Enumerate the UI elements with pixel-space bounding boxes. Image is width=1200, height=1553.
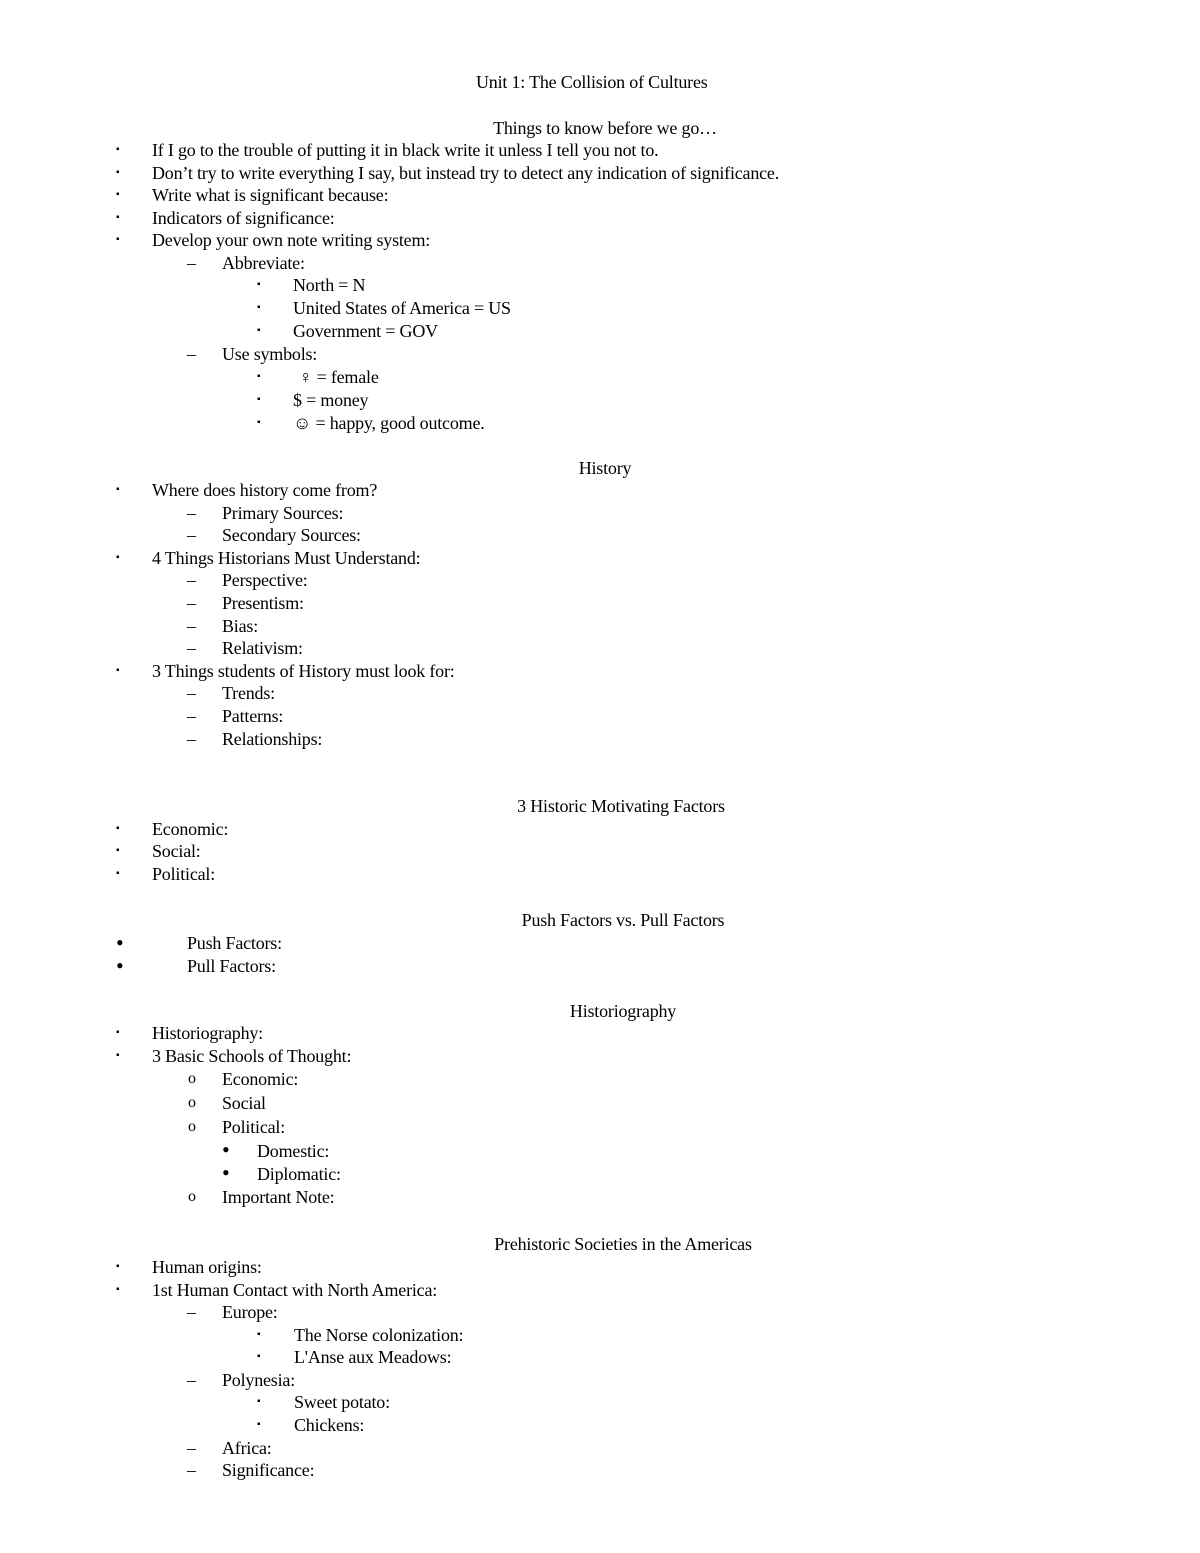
bullet-marker: ▪ bbox=[116, 167, 120, 178]
bullet-marker: ▪ bbox=[116, 144, 120, 155]
list-item: 3 Things students of History must look for: bbox=[152, 661, 455, 681]
dash-marker: – bbox=[187, 638, 196, 658]
sub-item: Europe: bbox=[222, 1302, 278, 1322]
sub-item: Relationships: bbox=[222, 729, 323, 749]
dash-marker: – bbox=[187, 706, 196, 726]
sub-item: Economic: bbox=[222, 1069, 299, 1089]
list-item: 4 Things Historians Must Understand: bbox=[152, 548, 421, 568]
dash-marker: – bbox=[187, 570, 196, 590]
bullet-marker: ▪ bbox=[116, 552, 120, 563]
list-item: Political: bbox=[152, 864, 215, 884]
sub-sub-item: $ = money bbox=[293, 390, 369, 410]
list-item: Write what is significant because: bbox=[152, 185, 389, 205]
bullet-marker: ▪ bbox=[116, 823, 120, 834]
sub-sub-item: United States of America = US bbox=[293, 298, 511, 318]
list-item: If I go to the trouble of putting it in black write it unless I tell you not to. bbox=[152, 140, 659, 160]
sub-item: Perspective: bbox=[222, 570, 308, 590]
list-item: Economic: bbox=[152, 819, 229, 839]
sub-sub-item: ♀ = female bbox=[299, 367, 379, 387]
sub-sub-item: ☺ = happy, good outcome. bbox=[293, 413, 485, 433]
bullet-marker: ▪ bbox=[116, 665, 120, 676]
sub-item: Primary Sources: bbox=[222, 503, 344, 523]
bullet-marker: ▪ bbox=[116, 189, 120, 200]
list-item: Historiography: bbox=[152, 1023, 263, 1043]
bullet-marker: ▪ bbox=[257, 1396, 261, 1407]
sub-item: Patterns: bbox=[222, 706, 284, 726]
circle-marker: o bbox=[188, 1094, 196, 1111]
list-item: Human origins: bbox=[152, 1257, 262, 1277]
sub-sub-item: L'Anse aux Meadows: bbox=[294, 1347, 452, 1367]
section-heading-historiography: Historiography bbox=[569, 1001, 677, 1021]
dash-marker: – bbox=[187, 1460, 196, 1480]
bullet-marker: ▪ bbox=[257, 394, 261, 405]
list-item: 3 Basic Schools of Thought: bbox=[152, 1046, 352, 1066]
list-item: Don’t try to write everything I say, but instead try to detect any indication of significance. bbox=[152, 163, 780, 183]
bullet-marker: • bbox=[116, 930, 124, 955]
sub-item: Trends: bbox=[222, 683, 275, 703]
sub-item: Important Note: bbox=[222, 1187, 335, 1207]
list-item: Develop your own note writing system: bbox=[152, 230, 431, 250]
sub-item: Social bbox=[222, 1093, 266, 1113]
dash-marker: – bbox=[187, 253, 196, 273]
bullet-marker: ▪ bbox=[257, 302, 261, 313]
dash-marker: – bbox=[187, 616, 196, 636]
sub-item: Political: bbox=[222, 1117, 285, 1137]
bullet-marker: ▪ bbox=[257, 1329, 261, 1340]
dash-marker: – bbox=[187, 344, 196, 364]
bullet-marker: ▪ bbox=[257, 279, 261, 290]
circle-marker: o bbox=[188, 1070, 196, 1087]
list-item: Social: bbox=[152, 841, 201, 861]
section-heading-history: History bbox=[578, 458, 632, 478]
bullet-marker: ▪ bbox=[257, 1419, 261, 1430]
bullet-marker: ▪ bbox=[257, 371, 261, 382]
bullet-marker: • bbox=[116, 953, 124, 978]
dash-marker: – bbox=[187, 683, 196, 703]
sub-item: Secondary Sources: bbox=[222, 525, 361, 545]
bullet-marker: ▪ bbox=[116, 1261, 120, 1272]
dash-marker: – bbox=[187, 1438, 196, 1458]
dash-marker: – bbox=[187, 593, 196, 613]
list-item: Where does history come from? bbox=[152, 480, 378, 500]
section-heading-motivating: 3 Historic Motivating Factors bbox=[517, 796, 725, 816]
sub-item: Significance: bbox=[222, 1460, 315, 1480]
sub-sub-item: The Norse colonization: bbox=[294, 1325, 464, 1345]
sub-item: Use symbols: bbox=[222, 344, 318, 364]
sub-item: Africa: bbox=[222, 1438, 272, 1458]
dash-marker: – bbox=[187, 525, 196, 545]
dash-marker: – bbox=[187, 1370, 196, 1390]
sub-item: Bias: bbox=[222, 616, 259, 636]
sub-sub-item: Government = GOV bbox=[293, 321, 438, 341]
sub-item: Presentism: bbox=[222, 593, 304, 613]
dash-marker: – bbox=[187, 503, 196, 523]
bullet-marker: ▪ bbox=[116, 212, 120, 223]
bullet-marker: ▪ bbox=[116, 845, 120, 856]
bullet-marker: ▪ bbox=[116, 234, 120, 245]
bullet-marker: ▪ bbox=[116, 484, 120, 495]
bullet-marker: • bbox=[222, 1137, 230, 1162]
bullet-marker: ▪ bbox=[257, 325, 261, 336]
sub-item: Polynesia: bbox=[222, 1370, 295, 1390]
list-item: 1st Human Contact with North America: bbox=[152, 1280, 438, 1300]
page-title: Unit 1: The Collision of Cultures bbox=[476, 72, 708, 92]
list-item: Push Factors: bbox=[187, 933, 282, 953]
dash-marker: – bbox=[187, 1302, 196, 1322]
sub-sub-item: Diplomatic: bbox=[257, 1164, 341, 1184]
bullet-marker: ▪ bbox=[116, 1027, 120, 1038]
bullet-marker: ▪ bbox=[116, 1050, 120, 1061]
circle-marker: o bbox=[188, 1188, 196, 1205]
list-item: Indicators of significance: bbox=[152, 208, 335, 228]
sub-sub-item: Domestic: bbox=[257, 1141, 330, 1161]
list-item: Pull Factors: bbox=[187, 956, 276, 976]
sub-sub-item: Sweet potato: bbox=[294, 1392, 390, 1412]
bullet-marker: • bbox=[222, 1160, 230, 1185]
circle-marker: o bbox=[188, 1118, 196, 1135]
sub-item: Relativism: bbox=[222, 638, 303, 658]
section-heading-things: Things to know before we go… bbox=[493, 118, 717, 138]
sub-item: Abbreviate: bbox=[222, 253, 305, 273]
dash-marker: – bbox=[187, 729, 196, 749]
sub-sub-item: Chickens: bbox=[294, 1415, 365, 1435]
section-heading-prehistoric: Prehistoric Societies in the Americas bbox=[494, 1234, 752, 1254]
bullet-marker: ▪ bbox=[116, 1284, 120, 1295]
bullet-marker: ▪ bbox=[116, 868, 120, 879]
bullet-marker: ▪ bbox=[257, 417, 261, 428]
bullet-marker: ▪ bbox=[257, 1351, 261, 1362]
sub-sub-item: North = N bbox=[293, 275, 366, 295]
section-heading-push-pull: Push Factors vs. Pull Factors bbox=[521, 910, 725, 930]
